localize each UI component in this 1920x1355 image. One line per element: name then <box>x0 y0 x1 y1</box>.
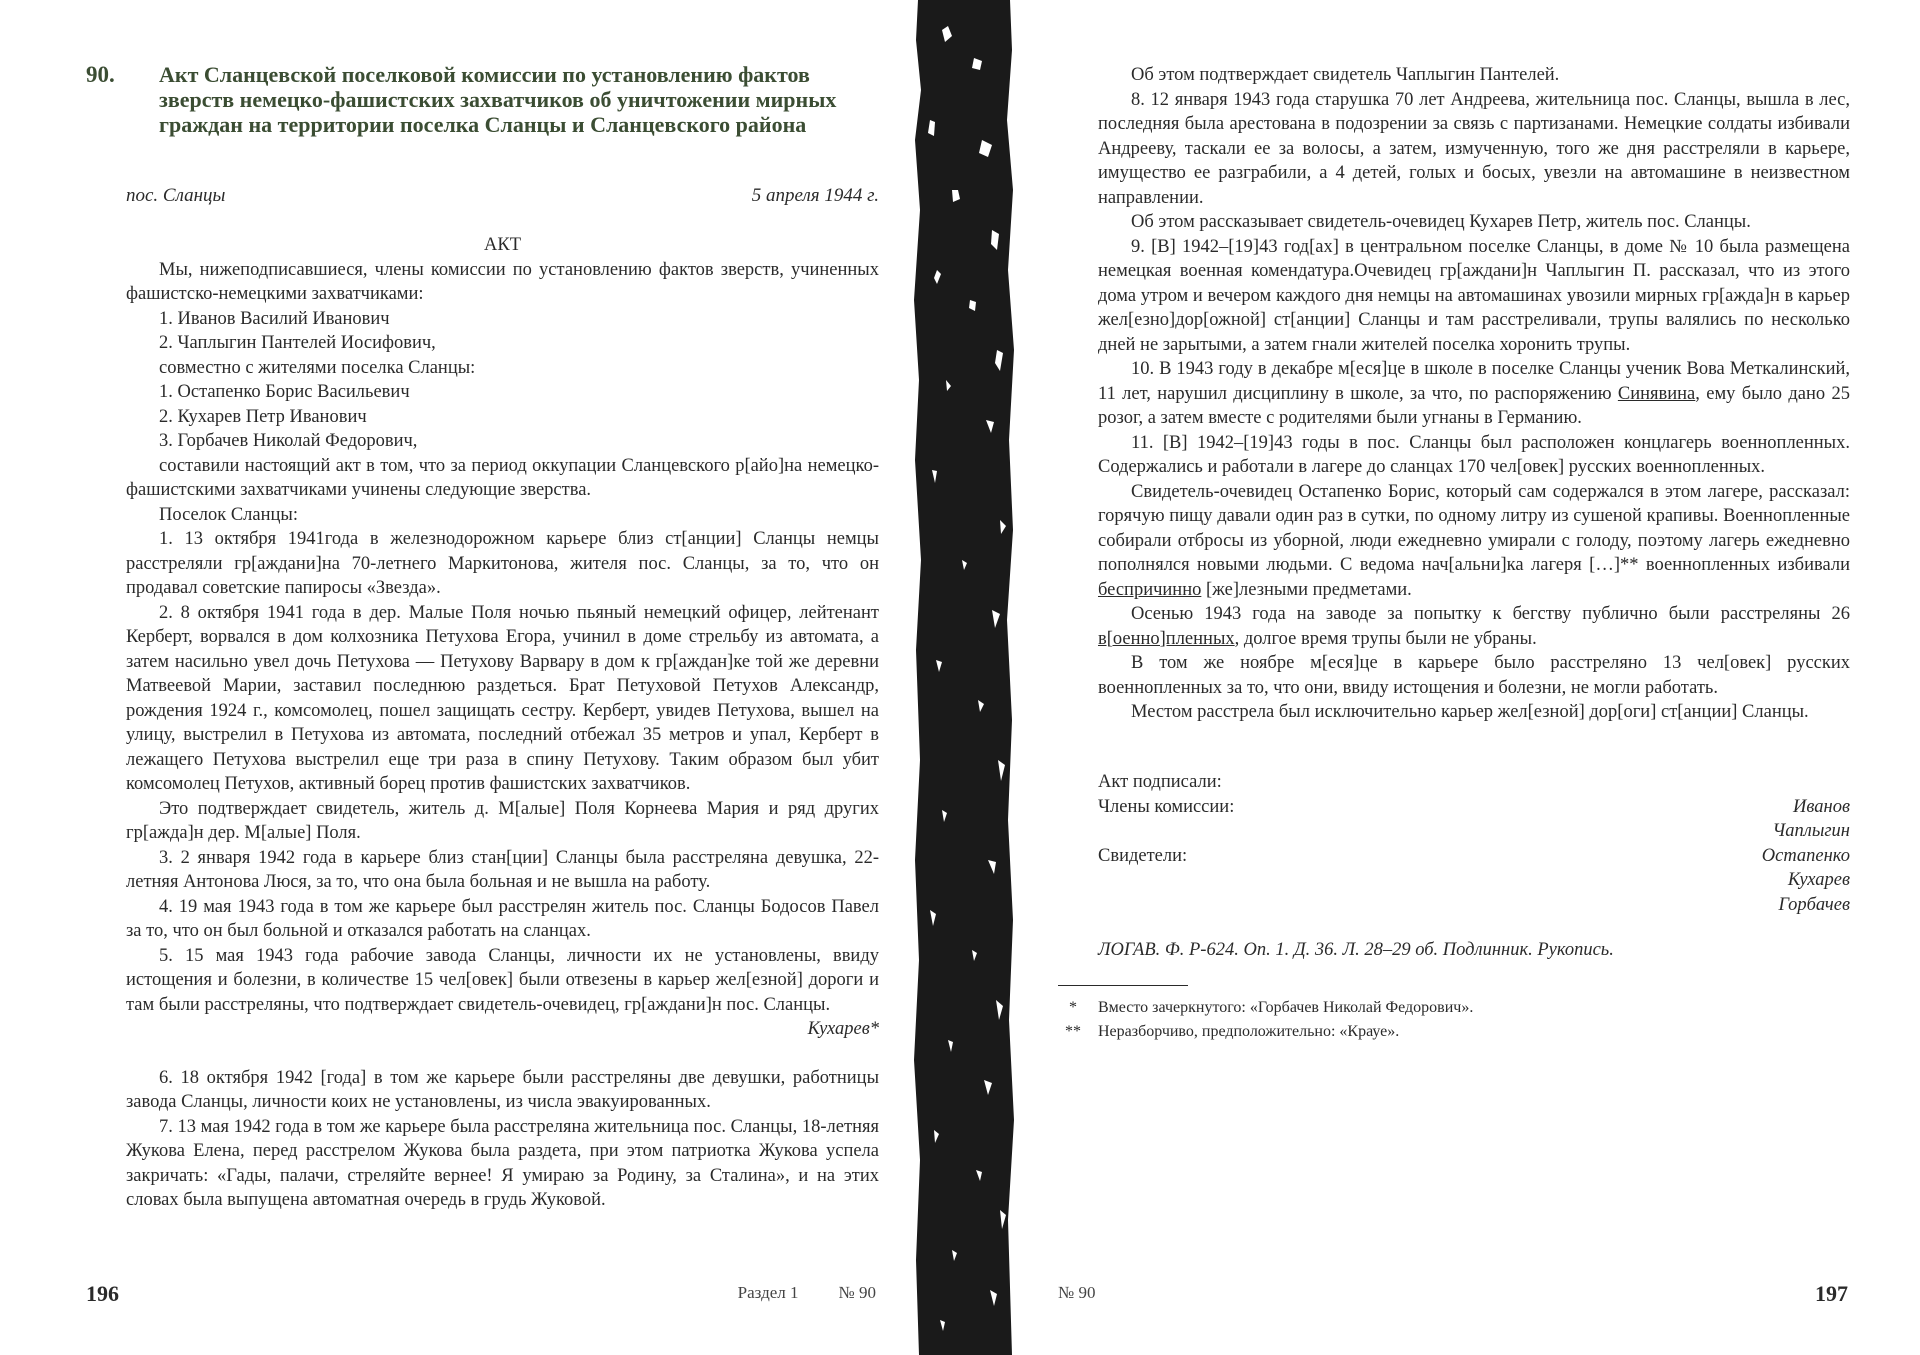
paragraph-text: , долгое время трупы были не убраны. <box>1234 628 1537 649</box>
signature-name: Кухарев <box>1787 870 1850 890</box>
footnote-mark: * <box>1069 999 1077 1016</box>
list-item: 1. Иванов Василий Иванович <box>159 308 390 329</box>
date: 5 апреля 1944 г. <box>751 185 879 206</box>
paragraph: 11. [В] 1942–[19]43 годы в пос. Сланцы был расположен концлагерь военнопленных. Содержались и работали в лагере до сланцах 170 чел[овек] русских военнопленных. <box>1098 432 1850 477</box>
paragraph: 6. 18 октября 1942 [года] в том же карьере были расстреляны две девушки, работницы завода Сланцы, личности коих не установлены, из числа эвакуированных. <box>126 1067 879 1112</box>
paragraph-text: [же]лезными предметами. <box>1201 579 1412 600</box>
right-page <box>1058 0 1848 1355</box>
paragraph: Поселок Сланцы: <box>159 504 298 525</box>
paragraph: 9. [В] 1942–[19]43 год[ах] в центральном поселке Сланцы, в доме № 10 была размещена немецкая военная комендатура.Очевидец гр[аждани]н Чаплыгин П. рассказал, что из этого дома утром и вечером каждого дня немцы на автомашинах увозили мирных гр[ажда]н в карьер жел[езно]дор[ожной] ст[анции] Сланцы и там расстреливали, трупы валялись по несколько дней не зарытыми, а затем гнали жителей поселка хоронить трупы. <box>1098 236 1850 355</box>
act-heading: АКТ <box>484 235 521 255</box>
paragraph-text: Осенью 1943 года на заводе за попытку к бегству публично были расстреляны 26 <box>1131 604 1850 624</box>
page-number: 196 <box>86 1281 119 1306</box>
paragraph: Это подтверждает свидетель, житель д. М[алые] Поля Корнеева Мария и ряд других гр[ажда]н дер. М[алые] Поля. <box>126 798 879 843</box>
paragraph-text: , ему было дано 25 розог, а затем вместе с родителями были угнаны в Германию. <box>1098 383 1850 428</box>
paragraph: 3. 2 января 1942 года в карьере близ стан[ции] Сланцы была расстреляна девушка, 22-летняя Антонова Люся, за то, что она была больная и не вышла на работу. <box>126 847 879 892</box>
paragraph: Об этом подтверждает свидетель Чаплыгин Пантелей. <box>1131 65 1560 85</box>
witnesses-label: Свидетели: <box>1098 845 1188 866</box>
underlined-text: беспричинно <box>1098 579 1202 600</box>
underlined-text: в[оенно]пленных <box>1098 628 1235 649</box>
signed-label: Акт подписали: <box>1098 772 1222 792</box>
running-number: № 90 <box>1058 1283 1096 1302</box>
paragraph <box>1098 602 1850 651</box>
signature-name: Горбачев <box>1778 894 1850 915</box>
list-item: совместно с жителями поселка Сланцы: <box>159 357 476 378</box>
list-item: 1. Остапенко Борис Васильевич <box>159 382 410 402</box>
list-item: 2. Кухарев Петр Иванович <box>159 406 367 427</box>
left-page <box>86 0 879 1355</box>
paragraph: В том же ноябре м[еся]це в карьере было расстреляно 13 чел[овек] русских военнопленных за то, что они, ввиду истощения и болезни, не могли работать. <box>1098 653 1850 698</box>
running-footer <box>1058 1283 1095 1303</box>
signature-name: Остапенко <box>1761 845 1850 866</box>
gutter-texture <box>912 0 1016 1355</box>
underlined-text: Синявина <box>1617 383 1696 404</box>
running-section: Раздел 1 <box>737 1283 799 1302</box>
paragraph: Мы, нижеподписавшиеся, члены комиссии по установлению фактов зверств, учиненных фашистско-немецкими захватчиками: <box>126 259 879 304</box>
paragraph: 2. 8 октября 1941 года в дер. Малые Поля ночью пьяный немецкий офицер, лейтенант Керберт, ворвался в дом колхозника Петухова Егора, учинил в доме стрельбу из автомата, а затем насильно увел дочь Петухова — Петухову Варвару в дом к гр[аждан]ке той же деревни Матвеевой Марии, заставил последнюю раздеться. Брат Петуховой Петухов Александр, рождения 1924 г., комсомолец, пошел защищать сестру. Керберт, увидев Петухова, вышел на улицу, выстрелил в Петухова из автомата, последний отбежал 35 метров и упал, Керберт в лежащего Петухова выстрелил еще три раза в спину Петухову. Таким образом был убит комсомолец Петухов, активный борец против фашистских захватчиков. <box>126 602 879 794</box>
paragraph: 8. 12 января 1943 года старушка 70 лет Андреева, жительница пос. Сланцы, вышла в лес, последняя была арестована в подозрении за связь с партизанами. Немецкие солдаты избивали Андрееву, таскали ее за волосы, а затем, измученную, того же дня расстреляли в карьере, имущество ее разграбили, а 4 детей, голых и босых, увезли на автомашине в неизвестном направлении. <box>1098 89 1850 208</box>
footnote-mark: ** <box>1065 1023 1081 1040</box>
paragraph: Местом расстрела был исключительно карьер жел[езной] дор[оги] ст[анции] Сланцы. <box>1131 702 1809 722</box>
footnote <box>1058 1020 1818 1044</box>
signature-name: Чаплыгин <box>1772 821 1850 841</box>
paragraph: 4. 19 мая 1943 года в том же карьере был расстрелян житель пос. Сланцы Бодосов Павел за то, что он был больной и отказался работать на сланцах. <box>126 896 879 941</box>
paragraph: 1. 13 октября 1941года в железнодорожном карьере близ ст[анции] Сланцы немцы расстреляли гр[аждани]на 70-летнего Маркитонова, жителя пос. Сланцы, за то, что он продавал советские папиросы «Звезда». <box>126 529 879 598</box>
footnote-rule <box>1058 985 1188 986</box>
paragraph <box>1098 480 1850 603</box>
place: пос. Сланцы <box>126 185 226 206</box>
list-item: 3. Горбачев Николай Федорович, <box>159 431 418 451</box>
paragraph: 7. 13 мая 1942 года в том же карьере была расстреляна жительница пос. Сланцы, 18-летняя Жукова Елена, перед расстрелом Жукова была раздета, при этом патриотка Жукова успела закричать: «Гады, палачи, стреляйте вернее! Я умираю за Родину, за Сталина», и на этих словах была выпущена автоматная очередь в грудь Жуковой. <box>126 1116 879 1210</box>
left-body-text <box>126 233 879 1213</box>
footnotes <box>1058 996 1818 1044</box>
running-number: № 90 <box>838 1283 876 1302</box>
footnote-text: Вместо зачеркнутого: «Горбачев Николай Федорович». <box>1098 999 1474 1016</box>
archive-reference: ЛОГАВ. Ф. Р-624. Оп. 1. Д. 36. Л. 28–29 об. Подлинник. Рукопись. <box>1098 940 1614 960</box>
paragraph-text: 10. В 1943 году в декабре м[еся]це в школе в поселке Сланцы ученик Вова Меткалинский, 11 лет, нарушил дисциплину в школе, за что, по распоряжению <box>1098 359 1850 404</box>
paragraph <box>1098 357 1850 431</box>
paragraph: составили настоящий акт в том, что за период оккупации Сланцевского р[айо]на немецко-фашистскими захватчиками учинены следующие зверства. <box>126 455 879 500</box>
footnote <box>1058 996 1818 1020</box>
footnote-text: Неразборчиво, предположительно: «Крауе». <box>1098 1023 1400 1040</box>
page-number: 197 <box>1815 1281 1848 1306</box>
document-number: 90. <box>86 62 115 87</box>
binding-gutter <box>912 0 1016 1355</box>
signature-name: Иванов <box>1793 796 1850 817</box>
paragraph: 5. 15 мая 1943 года рабочие завода Сланцы, личности их не установлены, ввиду истощения и болезни, в количестве 15 чел[овек] были отвезены в карьер жел[езной] дороги и там были расстреляны, что подтверждает свидетель-очевидец, гр[аждани]н пос. Сланцы. <box>126 945 879 1015</box>
members-label: Члены комиссии: <box>1098 796 1235 817</box>
running-footer <box>738 1283 876 1303</box>
right-body-text <box>1098 63 1850 725</box>
signatures-block <box>1098 770 1850 917</box>
place-date-line <box>126 185 879 207</box>
document-title: Акт Сланцевской поселковой комиссии по установлению фактов зверств немецко-фашистских захватчиков об уничтожении мирных граждан на территории поселка Сланцы и Сланцевского района <box>159 62 837 137</box>
list-item: 2. Чаплыгин Пантелей Иосифович, <box>159 333 436 353</box>
paragraph: Об этом рассказывает свидетель-очевидец Кухарев Петр, житель пос. Сланцы. <box>1131 212 1751 232</box>
paragraph-text: Свидетель-очевидец Остапенко Борис, который сам содержался в этом лагере, рассказал: горячую пищу давали один раз в сутки, по одному литру из сушеной крапивы. Военнопленные собирали отбросы из уборной, люди ежедневно умирали с голоду, поэтому лагерь ежедневно пополнялся новыми людьми. С ведома нач[альни]ка лагеря […]** военнопленных избивали <box>1098 481 1850 575</box>
signature-kukharev: Кухарев* <box>807 1019 879 1039</box>
